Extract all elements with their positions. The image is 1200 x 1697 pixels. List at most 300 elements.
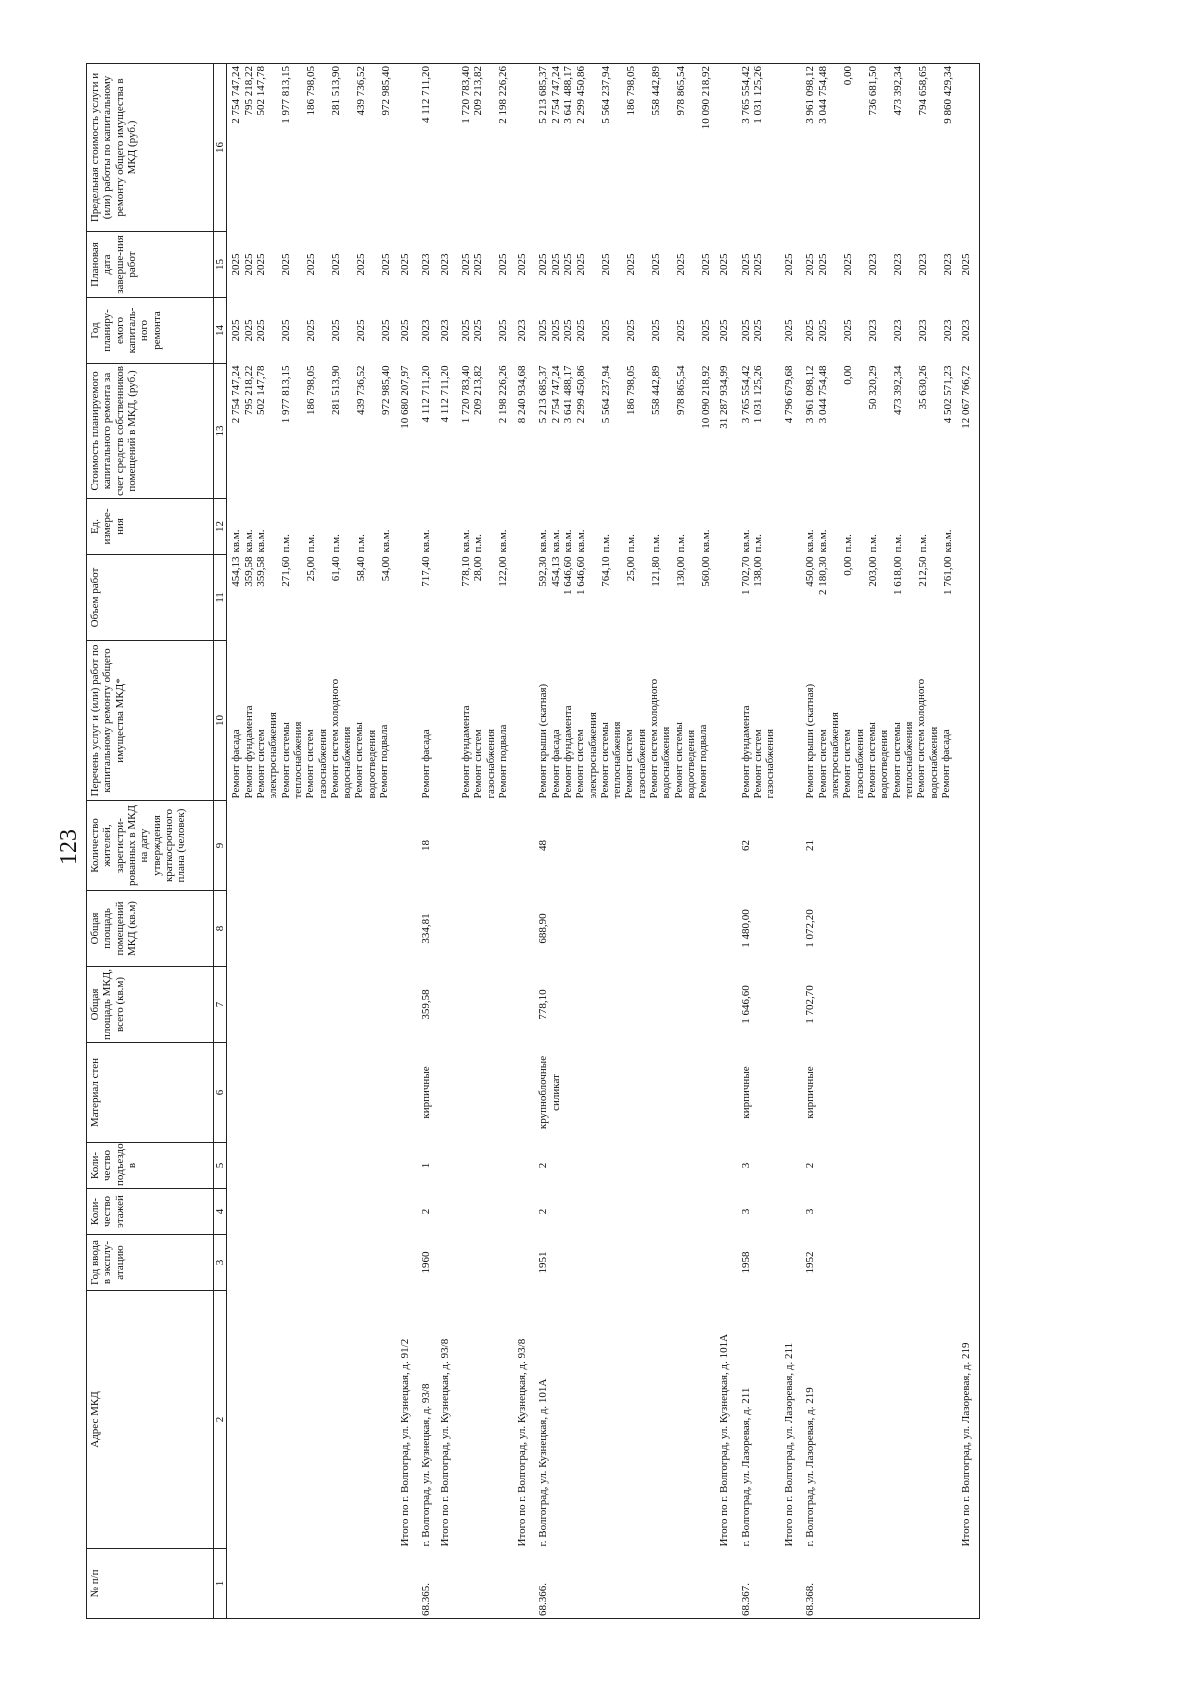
table-row	[737, 64, 778, 1619]
area-rooms-cell: 334,81	[420, 913, 433, 944]
total-plan-year: 2023	[515, 319, 528, 342]
floors-cell	[227, 1189, 393, 1235]
column-number: 11	[214, 555, 227, 641]
plan-year-value: 2025	[574, 319, 587, 342]
plan-year-value: 2025	[537, 319, 550, 342]
work-line: Ремонт систем	[841, 729, 854, 799]
end-date-value: 2023	[420, 253, 433, 276]
work-line: газоснабжения	[635, 728, 648, 799]
cost-cell	[417, 364, 433, 499]
limit-value: 558 442,89	[649, 66, 662, 116]
plan-year-value: 2025	[305, 319, 318, 342]
total-row	[510, 64, 534, 1619]
area-total-cell: 1 646,60	[739, 985, 752, 1024]
empty-cell	[777, 499, 801, 555]
cost-value: 972 985,40	[380, 365, 393, 415]
work-line: водоснабжения	[660, 726, 673, 799]
area-total-cell	[227, 967, 393, 1043]
column-number: 16	[214, 64, 227, 232]
work-line: водоснабжения	[927, 726, 940, 799]
unit-value: кв.м.	[562, 529, 575, 553]
address-cell: г. Волгоград, ул. Лазоревая, д. 219	[804, 1387, 817, 1547]
total-row	[433, 64, 457, 1619]
cost-value: 281 513,90	[330, 365, 343, 415]
empty-cell	[954, 64, 979, 232]
column-header: Предельная стоимость услуги и (или) работы по капитальному ремонту общего имущества в МКД (руб.)	[87, 64, 214, 232]
work-line: Ремонт системы	[890, 722, 903, 799]
column-number: 15	[214, 232, 227, 298]
cost-value: 186 798,05	[624, 365, 637, 415]
volume-value: 454,13	[549, 556, 562, 587]
volume-cell	[801, 555, 954, 641]
work-line: Ремонт фундамента	[242, 705, 255, 799]
total-plan-year: 2023	[954, 298, 979, 364]
work-line: газоснабжения	[316, 728, 329, 799]
work-line: газоснабжения	[484, 728, 497, 799]
limit-value: 186 798,05	[624, 66, 637, 116]
plan-year-value: 2023	[866, 319, 879, 342]
address-cell	[227, 1291, 393, 1549]
plan-year-value: 2025	[674, 319, 687, 342]
plan-year-value: 2025	[380, 319, 393, 342]
total-row	[777, 64, 801, 1619]
unit-value: кв.м.	[739, 529, 752, 553]
volume-cell	[457, 555, 510, 641]
limit-value: 2 754 747,24	[549, 66, 562, 124]
unit-value: п.м.	[891, 534, 904, 553]
end-date-cell	[737, 232, 778, 298]
end-date-value: 2025	[497, 253, 510, 276]
empty-cell	[777, 1549, 801, 1619]
column-header: Ед. измере-ния	[87, 499, 214, 555]
column-number: 13	[214, 364, 227, 499]
unit-value: п.м.	[305, 534, 318, 553]
row-number: 68.366.	[534, 1549, 712, 1619]
unit-value: п.м.	[624, 534, 637, 553]
cost-value: 2 754 747,24	[549, 365, 562, 424]
plan-year-value: 2025	[699, 319, 712, 342]
entrances-cell: 3	[739, 1162, 752, 1169]
year-cell: 1958	[739, 1251, 752, 1274]
limit-value: 978 865,54	[674, 66, 687, 116]
limit-value: 502 147,78	[255, 66, 268, 116]
total-row	[712, 64, 736, 1619]
unit-value: п.м.	[472, 534, 485, 553]
limit-value: 473 392,34	[891, 66, 904, 116]
unit-value: кв.м.	[699, 529, 712, 553]
empty-cell	[433, 641, 457, 801]
work-line: газоснабжения	[764, 728, 777, 799]
cost-value: 209 213,82	[472, 365, 485, 415]
plan-year-value: 2025	[242, 319, 255, 342]
column-number: 9	[214, 801, 227, 891]
limit-value: 3 641 488,17	[562, 66, 575, 124]
limit-cell	[417, 64, 433, 232]
unit-value: кв.м.	[816, 529, 829, 553]
volume-value: 592,30	[537, 556, 550, 587]
total-cost: 4 796 679,68	[783, 365, 796, 424]
column-header: Адрес МКД	[87, 1291, 214, 1549]
cost-value: 502 147,78	[255, 365, 268, 415]
unit-value: п.м.	[866, 534, 879, 553]
volume-value: 25,00	[305, 556, 318, 582]
volume-value: 1 702,70	[739, 556, 752, 595]
empty-cell	[393, 499, 417, 555]
year-cell	[227, 1235, 393, 1291]
cost-value: 2 198 226,26	[497, 365, 510, 424]
end-date-value: 2025	[574, 253, 587, 276]
material-cell: кирпичные	[804, 1066, 817, 1119]
plan-year-value: 2025	[562, 319, 575, 342]
cost-cell	[534, 364, 712, 499]
column-number: 10	[214, 641, 227, 801]
area-rooms-cell: 688,90	[537, 913, 550, 944]
cost-cell	[737, 364, 778, 499]
total-plan-year: 2023	[438, 319, 451, 342]
empty-cell	[777, 555, 801, 641]
plan-year-value: 2025	[739, 319, 752, 342]
limit-value: 736 681,50	[866, 66, 879, 116]
unit-value: кв.м.	[574, 529, 587, 553]
work-line: Ремонт крыши (скатная)	[804, 683, 817, 799]
work-line: Ремонт фасада	[420, 729, 433, 799]
empty-cell	[954, 555, 979, 641]
volume-value: 138,00	[752, 556, 765, 587]
cost-value: 439 736,52	[355, 365, 368, 415]
unit-value: кв.м.	[420, 529, 433, 553]
end-date-value: 2025	[816, 253, 829, 276]
total-cost: 12 067 766,72	[954, 364, 979, 499]
cost-value: 10 090 218,92	[699, 365, 712, 429]
year-cell: 1960	[420, 1251, 433, 1274]
column-header: Коли-чество этажей	[87, 1189, 214, 1235]
end-date-cell	[801, 232, 954, 298]
work-line: Ремонт фасада	[230, 729, 243, 799]
cost-value: 3 641 488,17	[562, 365, 575, 424]
unit-value: кв.м.	[459, 529, 472, 553]
cost-cell	[801, 364, 954, 499]
total-label: Итого по г. Волгоград, ул. Кузнецкая, д. 101А	[718, 1333, 731, 1547]
cost-value: 978 865,54	[674, 365, 687, 415]
unit-value: п.м.	[355, 534, 368, 553]
column-number-row	[214, 64, 227, 1619]
unit-cell	[457, 499, 510, 555]
column-number: 4	[214, 1189, 227, 1235]
end-date-value: 2025	[804, 253, 817, 276]
empty-cell	[393, 1549, 417, 1619]
volume-value: 212,50	[916, 556, 929, 587]
plan-year-value: 2025	[459, 319, 472, 342]
plan-year-value: 2025	[841, 319, 854, 342]
unit-value: кв.м.	[230, 529, 243, 553]
volume-value: 54,00	[380, 556, 393, 582]
end-date-value: 2025	[255, 253, 268, 276]
volume-value: 0,00	[841, 556, 854, 576]
end-date-value: 2025	[599, 253, 612, 276]
work-line: Ремонт систем	[751, 729, 764, 799]
area-rooms-cell	[227, 891, 393, 967]
column-header: Год ввода в эксплу-атацию	[87, 1235, 214, 1291]
cost-value: 1 031 125,26	[752, 365, 765, 424]
unit-value: п.м.	[280, 534, 293, 553]
work-line: Ремонт подвала	[496, 724, 509, 799]
total-label: Итого по г. Волгоград, ул. Лазоревая, д. 219	[954, 801, 979, 1549]
area-total-cell: 359,58	[420, 989, 433, 1020]
floors-cell	[457, 1189, 510, 1235]
column-header: Количество жителей, зарегистри-рованных в МКД на дату утверждения краткосрочного плана (человек)	[87, 801, 214, 891]
work-line: Ремонт системы	[598, 722, 611, 799]
volume-value: 764,10	[599, 556, 612, 587]
column-number: 8	[214, 891, 227, 967]
work-line: Ремонт системы	[672, 722, 685, 799]
table-row	[534, 64, 712, 1619]
limit-value: 10 090 218,92	[699, 66, 712, 130]
residents-cell: 62	[739, 840, 752, 851]
material-cell: кирпичные	[739, 1066, 752, 1119]
plan-year-value: 2025	[255, 319, 268, 342]
end-date-value: 2025	[230, 253, 243, 276]
end-date-value: 2025	[459, 253, 472, 276]
unit-cell	[801, 499, 954, 555]
total-plan-year: 2025	[398, 319, 411, 342]
cost-value: 0,00	[841, 365, 854, 385]
page-number: 123	[56, 829, 82, 865]
end-date-value: 2025	[472, 253, 485, 276]
unit-value: п.м.	[674, 534, 687, 553]
residents-cell	[227, 801, 393, 891]
address-cell: г. Волгоград, ул. Лазоревая, д. 211	[739, 1387, 752, 1547]
cost-value: 4 112 711,20	[420, 365, 433, 423]
limit-value: 1 977 813,15	[280, 66, 293, 124]
work-line: водоотведения	[365, 729, 378, 799]
volume-cell	[417, 555, 433, 641]
work-line: Ремонт крыши (скатная)	[537, 683, 550, 799]
plan-year-cell	[534, 298, 712, 364]
work-line: Ремонт системы	[353, 722, 366, 799]
empty-cell	[712, 641, 736, 801]
total-cost: 31 287 934,99	[718, 365, 731, 429]
empty-cell	[510, 1549, 534, 1619]
empty-cell	[712, 499, 736, 555]
work-line: водоотведения	[685, 729, 697, 799]
cost-value: 1 977 813,15	[280, 365, 293, 424]
cost-value: 2 754 747,24	[230, 365, 243, 424]
end-date-value: 2025	[280, 253, 293, 276]
empty-cell	[393, 641, 417, 801]
empty-cell	[433, 555, 457, 641]
table-row	[227, 64, 393, 1619]
row-number: 68.368.	[801, 1549, 954, 1619]
area-total-cell	[457, 967, 510, 1043]
limit-value: 439 736,52	[355, 66, 368, 116]
work-line: теплоснабжения	[902, 721, 915, 799]
limit-value: 1 720 783,40	[459, 66, 472, 124]
unit-value: кв.м.	[497, 529, 510, 553]
year-cell	[457, 1235, 510, 1291]
column-header: Год планиру-емого капиталь-ного ремонта	[87, 298, 214, 364]
table-header-row	[87, 64, 214, 1619]
work-line: Ремонт фундамента	[459, 705, 472, 799]
table-row	[457, 64, 510, 1619]
unit-value: кв.м.	[549, 529, 562, 553]
work-line: Ремонт систем	[304, 729, 317, 799]
address-cell: г. Волгоград, ул. Кузнецкая, д. 101А	[537, 1378, 550, 1547]
cost-value: 2 299 450,86	[574, 365, 587, 424]
end-date-value: 2025	[739, 253, 752, 276]
address-cell: г. Волгоград, ул. Кузнецкая, д. 93/8	[420, 1383, 433, 1547]
work-line: электроснабжения	[267, 712, 280, 799]
plan-year-cell	[457, 298, 510, 364]
column-number: 5	[214, 1143, 227, 1189]
work-line: газоснабжения	[853, 728, 866, 799]
column-number: 2	[214, 1291, 227, 1549]
end-date-cell	[534, 232, 712, 298]
work-line: Ремонт систем	[254, 729, 267, 799]
plan-year-value: 2025	[549, 319, 562, 342]
plan-year-value: 2023	[941, 319, 954, 342]
unit-value: кв.м.	[537, 529, 550, 553]
floors-cell: 2	[420, 1208, 433, 1215]
unit-cell	[737, 499, 778, 555]
work-line: Ремонт системы	[865, 722, 878, 799]
table-row	[417, 64, 433, 1619]
work-line: Ремонт систем холодного	[915, 678, 928, 799]
material-cell: крупноблочные силикат	[537, 1055, 562, 1130]
works-cell	[737, 641, 778, 801]
unit-value: кв.м.	[255, 529, 268, 553]
end-date-value: 2025	[841, 253, 854, 276]
unit-value: кв.м.	[380, 529, 393, 553]
column-number: 12	[214, 499, 227, 555]
total-end-date: 2025	[718, 253, 731, 276]
end-date-value: 2025	[380, 253, 393, 276]
empty-cell	[510, 641, 534, 801]
cost-value: 4 502 571,23	[941, 365, 954, 424]
total-row	[954, 64, 979, 1619]
empty-cell	[393, 64, 417, 232]
limit-value: 186 798,05	[305, 66, 318, 116]
plan-year-value: 2023	[916, 319, 929, 342]
volume-value: 122,00	[497, 556, 510, 587]
limit-value: 794 658,65	[916, 66, 929, 116]
year-cell: 1952	[804, 1251, 817, 1274]
total-end-date: 2023	[438, 253, 451, 276]
limit-value: 3 961 098,12	[804, 66, 817, 124]
floors-cell: 3	[739, 1208, 752, 1215]
cost-value: 1 720 783,40	[459, 365, 472, 424]
area-total-cell: 778,10	[537, 989, 550, 1020]
volume-value: 130,00	[674, 556, 687, 587]
cost-value: 3 044 754,48	[816, 365, 829, 424]
limit-value: 9 860 429,34	[941, 66, 954, 124]
column-number: 3	[214, 1235, 227, 1291]
limit-cell	[534, 64, 712, 232]
work-line: водоотведения	[878, 729, 891, 799]
total-end-date: 2025	[783, 253, 796, 276]
empty-cell	[510, 555, 534, 641]
volume-value: 1 646,60	[562, 556, 575, 595]
end-date-value: 2025	[649, 253, 662, 276]
end-date-value: 2023	[916, 253, 929, 276]
cost-value: 50 320,29	[866, 365, 879, 410]
empty-cell	[954, 641, 979, 801]
volume-cell	[534, 555, 712, 641]
residents-cell: 18	[420, 840, 433, 851]
end-date-cell	[417, 232, 433, 298]
unit-value: п.м.	[649, 534, 662, 553]
work-line: водоснабжения	[341, 726, 354, 799]
column-header: Коли-чество подъездо в	[87, 1143, 214, 1189]
empty-cell	[433, 499, 457, 555]
end-date-cell	[227, 232, 393, 298]
column-number: 14	[214, 298, 227, 364]
total-end-date: 2025	[398, 253, 411, 276]
cost-value: 186 798,05	[305, 365, 318, 415]
work-line: электроснабжения	[586, 712, 599, 799]
end-date-value: 2025	[355, 253, 368, 276]
limit-value: 4 112 711,20	[420, 66, 433, 123]
entrances-cell	[457, 1143, 510, 1189]
empty-cell	[712, 555, 736, 641]
work-line: Ремонт фасада	[939, 729, 952, 799]
year-cell: 1951	[537, 1251, 550, 1274]
volume-value: 58,40	[355, 556, 368, 582]
work-line: Ремонт фундамента	[739, 705, 752, 799]
plan-year-value: 2025	[649, 319, 662, 342]
limit-value: 3 044 754,48	[816, 66, 829, 124]
work-line: Ремонт фасада	[549, 729, 562, 799]
empty-cell	[954, 499, 979, 555]
empty-cell	[510, 64, 534, 232]
plan-year-value: 2025	[624, 319, 637, 342]
plan-year-value: 2025	[230, 319, 243, 342]
floors-cell: 3	[804, 1208, 817, 1215]
area-rooms-cell: 1 072,20	[804, 909, 817, 948]
unit-cell	[227, 499, 393, 555]
empty-cell	[777, 641, 801, 801]
total-cost: 4 112 711,20	[438, 365, 451, 423]
volume-value: 61,40	[330, 556, 343, 582]
work-line: Ремонт систем	[623, 729, 636, 799]
entrances-cell: 2	[537, 1162, 550, 1169]
row-number	[457, 1549, 510, 1619]
unit-value: кв.м.	[941, 529, 954, 553]
residents-cell: 21	[804, 840, 817, 851]
unit-value: п.м.	[841, 534, 854, 553]
cost-cell	[457, 364, 510, 499]
unit-value: кв.м.	[804, 529, 817, 553]
limit-cell	[737, 64, 778, 232]
table-row	[801, 64, 954, 1619]
plan-year-cell	[227, 298, 393, 364]
total-label: Итого по г. Волгоград, ул. Кузнецкая, д. 93/8	[438, 1338, 451, 1547]
cost-value: 795 218,22	[242, 365, 255, 415]
volume-value: 359,58	[242, 556, 255, 587]
material-cell	[227, 1043, 393, 1143]
total-plan-year: 2025	[718, 319, 731, 342]
end-date-value: 2023	[891, 253, 904, 276]
plan-year-value: 2025	[472, 319, 485, 342]
material-cell: кирпичные	[420, 1066, 433, 1119]
column-header: Материал стен	[87, 1043, 214, 1143]
empty-cell	[712, 1549, 736, 1619]
volume-value: 450,00	[804, 556, 817, 587]
end-date-value: 2025	[305, 253, 318, 276]
limit-value: 2 299 450,86	[574, 66, 587, 124]
entrances-cell: 2	[804, 1162, 817, 1169]
column-header: Плановая дата заверше-ния работ	[87, 232, 214, 298]
area-rooms-cell: 1 480,00	[739, 909, 752, 948]
